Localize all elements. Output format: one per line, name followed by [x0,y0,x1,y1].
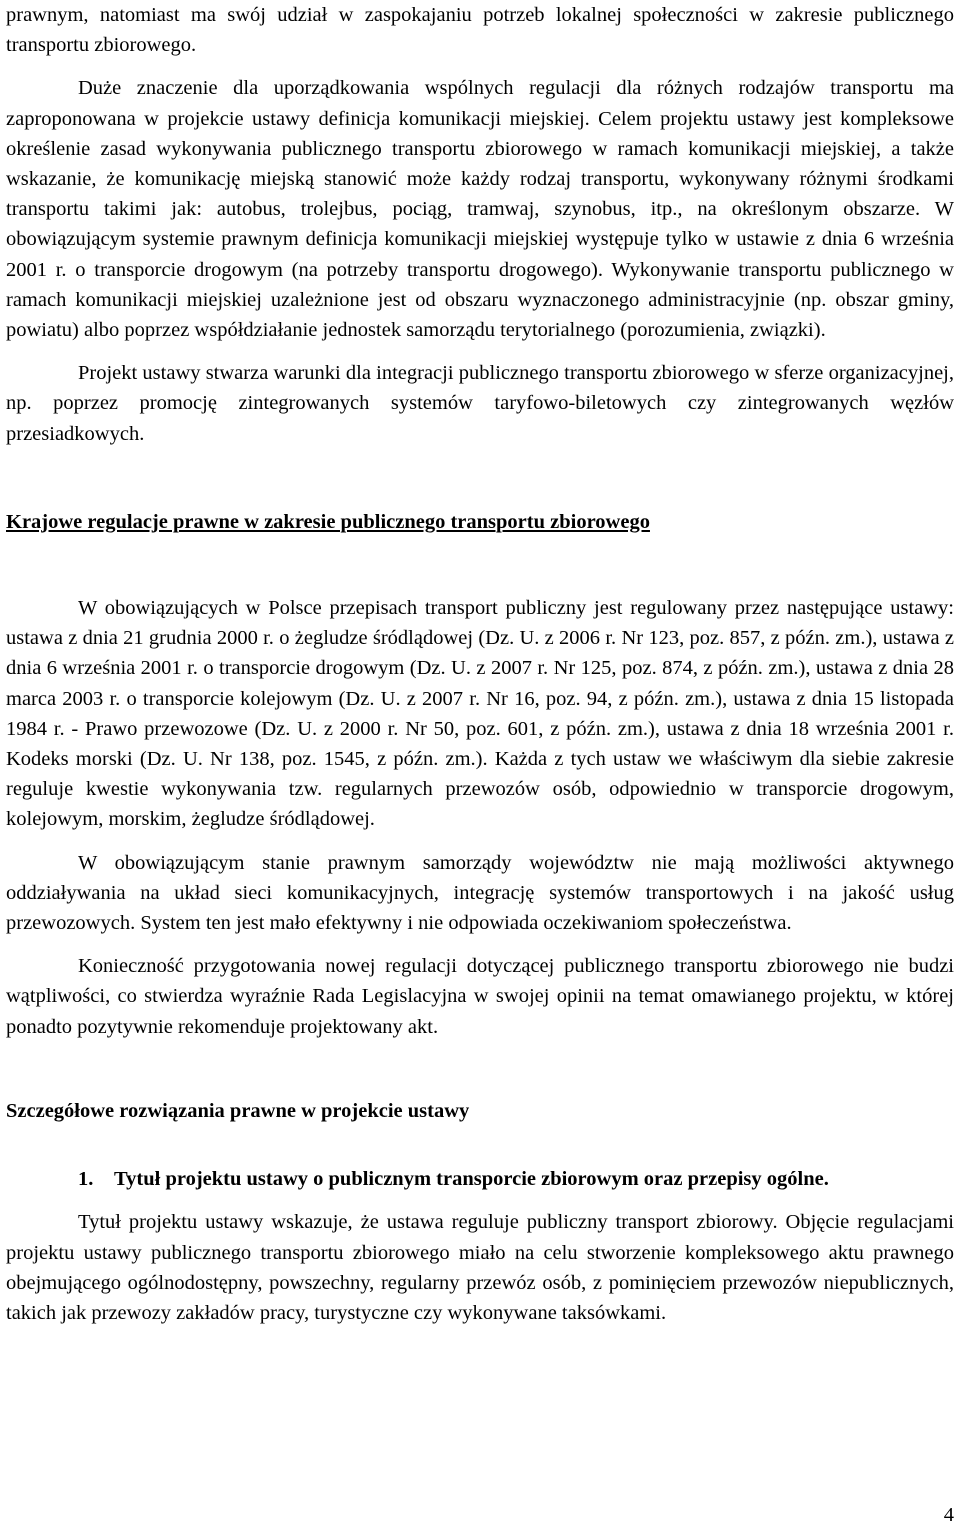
section-heading-detailed-solutions: Szczegółowe rozwiązania prawne w projekcie ustawy [6,1099,470,1122]
numbered-item-1 [6,1164,954,1194]
paragraph-current-laws: W obowiązujących w Polsce przepisach transport publiczny jest regulowany przez następujące ustawy: ustawa z dnia 21 grudnia 2000 r. o żegludze śródlądowej (Dz. U. z 2006 r. Nr 123, poz. 857, z późn. zm.), ustawa z dnia 6 września 2001 r. o transporcie drogowym (Dz. U. z 2007 r. Nr 125, poz. 874, z późn. zm.), ustawa z dnia 28 marca 2003 r. o transporcie kolejowym (Dz. U. z 2007 r. Nr 16, poz. 94, z późn. zm.), ustawa z dnia 15 listopada 1984 r. - Prawo przewozowe (Dz. U. z 2000 r. Nr 50, poz. 601, z późn. zm.), ustawa z dnia 18 września 2001 r. Kodeks morski (Dz. U. Nr 138, poz. 1545, z późn. zm.). Każda z tych ustaw we właściwym dla siebie zakresie reguluje kwestie wykonywania tzw. regularnych przewozów osób, odpowiednio w transporcie drogowym, kolejowym, morskim, żegludze śródlądowej. [6,597,954,831]
document-page [6,0,954,1328]
page-number: 4 [943,1504,954,1526]
paragraph-integration: Projekt ustawy stwarza warunki dla integracji publicznego transportu zbiorowego w sferze organizacyjnej, np. poprzez promocję zintegrowanych systemów taryfowo-biletowych czy zintegrowanych węzłów przesiadkowych. [6,362,954,445]
section-heading-national-regulations: Krajowe regulacje prawne w zakresie publicznego transportu zbiorowego [6,510,650,533]
paragraph-urban-transport-definition: Duże znaczenie dla uporządkowania wspólnych regulacji dla różnych rodzajów transportu ma zaproponowana w projekcie ustawy definicja komunikacji miejskiej. Celem projektu ustawy jest kompleksowe określenie zasad wykonywania publicznego transportu zbiorowego w ramach komunikacji miejskiej, a także wskazanie, że komunikację miejską stanowić może każdy rodzaj transportu, wykonywany różnymi środkami transportu takimi jak: autobus, trolejbus, pociąg, tramwaj, szynobus, itp., na określonym obszarze. W obowiązującym systemie prawnym definicja komunikacji miejskiej występuje tylko w ustawie z dnia 6 września 2001 r. o transporcie drogowym (na potrzeby transportu drogowego). Wykonywanie transportu publicznego w ramach komunikacji miejskiej uzależnione jest od obszaru wyznaczonego administracyjnie (np. obszar gminy, powiatu) albo poprzez współdziałanie jednostek samorządu terytorialnego (porozumienia, związki). [6,77,954,342]
paragraph-continuation: prawnym, natomiast ma swój udział w zaspokajaniu potrzeb lokalnej społeczności w zakresie publicznego transportu zbiorowego. [6,4,954,57]
item-number: 1. [78,1168,94,1191]
paragraph-legislative-council: Konieczność przygotowania nowej regulacji dotyczącej publicznego transportu zbiorowego nie budzi wątpliwości, co stwierdza wyraźnie Rada Legislacyjna w swojej opinii na temat omawianego projektu, w której ponadto pozytywnie rekomenduje projektowany akt. [6,955,954,1038]
paragraph-voivodeship-powers: W obowiązującym stanie prawnym samorządy województw nie mają możliwości aktywnego oddziaływania na układ sieci komunikacyjnych, integrację systemów transportowych i na jakość usług przewozowych. System ten jest mało efektywny i nie odpowiada oczekiwaniom społeczeństwa. [6,851,954,935]
paragraph-act-title: Tytuł projektu ustawy wskazuje, że ustawa reguluje publiczny transport zbiorowy. Objęcie regulacjami projektu ustawy publicznego transportu zbiorowego miało na celu stworzenie kompleksowego aktu prawnego obejmującego ogólnodostępny, powszechny, regularny przewóz osób, z pominięciem przewozów niepublicznych, takich jak przewozy zakładów pracy, turystyczne czy wykonywane taksówkami. [6,1211,954,1324]
item-title: Tytuł projektu ustawy o publicznym transporcie zbiorowym oraz przepisy ogólne. [114,1168,829,1191]
